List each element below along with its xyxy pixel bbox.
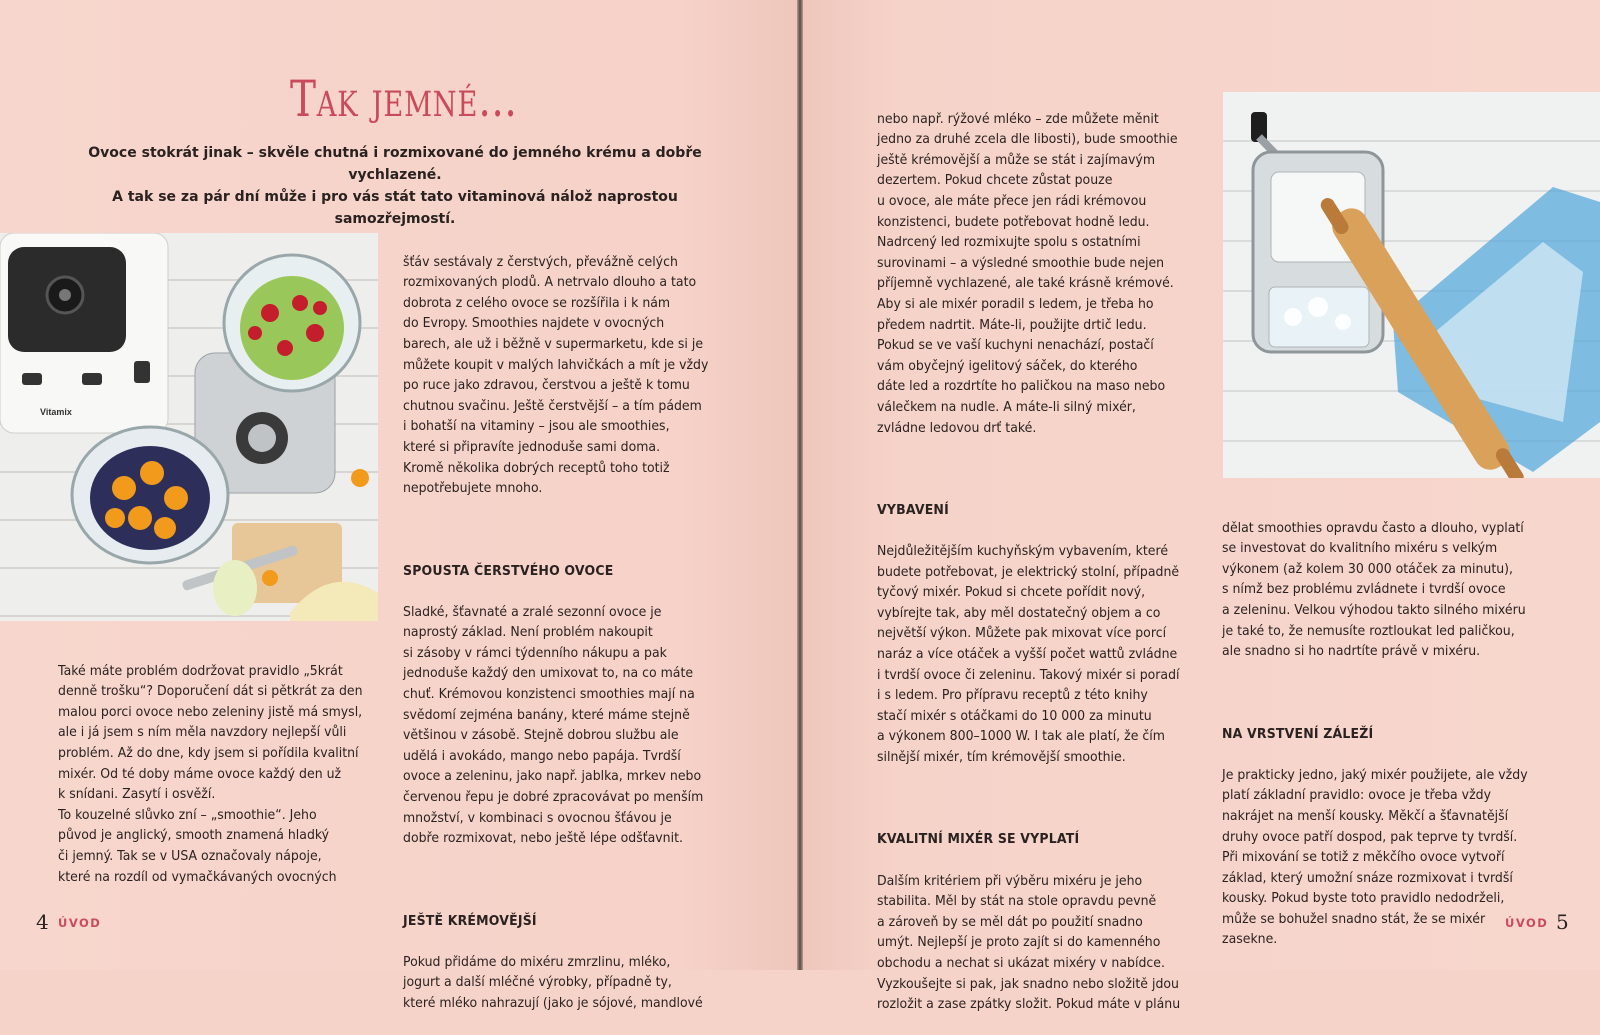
col3-paragraph-3: Dalším kritériem při výběru mixéru je jeho stabilita. Měl by stát na stole opravdu pevně a zároveň by se měl dát po použití snadno umýt. Nejlepší je proto zajít si do kamenného obchodu a nechat si ukázat mixéry v nabídce. Vyzkoušejte si pak, jak snadno nebo složitě jdou rozložit a zase zpátky složit. Pokud máte v plánu	[877, 872, 1181, 1013]
heading-creamier: JEŠTĚ KRÉMOVĚJŠÍ	[403, 912, 537, 929]
page-number-left: 4	[36, 910, 49, 934]
text-column-3	[877, 88, 1188, 1035]
intro-line-1: Ovoce stokrát jinak – skvěle chutná i rozmixované do jemného krému a dobře vychlazené.	[88, 144, 702, 183]
section-label-right: ÚVOD	[1505, 916, 1549, 930]
col1-paragraph: Také máte problém dodržovat pravidlo „5krát denně trošku“? Doporučení dát si pětkrát za den malou porci ovoce nebo zeleniny jistě má smysl, ale i já jsem s ním měla navzdory nejlepší vůli problém. Až do dne, kdy jsem si pořídila kvalitní mixér. Od té doby máme ovoce každý den už k snídani. Zasytí i osvěží. To kouzelné slůvko zní – „smoothie“. Jeho původ je anglický, smooth znamená hladký či jemný. Tak se v USA označovaly nápoje, které na rozdíl od vymačkávaných ovocných	[58, 662, 363, 885]
col2-paragraph-2: Sladké, šťavnaté a zralé sezonní ovoce je naprostý základ. Není problém nakoupit si zásoby v rámci týdenního nákupu a pak jednoduše každý den umixovat to, na co máte chuť. Krémovou konzistenci smoothies mají na svědomí zejména banány, které máme stejně většinou v zásobě. Stejně dobrou službu ale udělá i avokádo, mango nebo papája. Tvrdší ovoce a zeleninu, jako např. jablka, mrkev nebo červenou řepu je dobré zpracovávat po menším množství, v kombinaci s ovocnou šťávou je dobře rozmixovat, nebo ještě lépe odšťavnit.	[403, 603, 704, 847]
page-number-right: 5	[1556, 910, 1569, 934]
col3-paragraph-1: nebo např. rýžové mléko – zde můžete měnit jedno za druhé zcela dle libosti), bude smoothie ještě krémovější a může se stát i zajímavým dezertem. Pokud chcete zůstat pouze u ovoce, ale máte přece jen rádi krémovou konzistenci, budete potřebovat hodně ledu. Nadrcený led rozmixujte spolu s ostatními surovinami – a výsledné smoothie bude nejen příjemně vychlazené, ale také krásně krémové. Aby si ale mixér poradil s ledem, je třeba ho předem nadrtit. Máte-li, použijte drtič ledu. Pokud se ve vaší kuchyni nenachází, postačí vám obyčejný igelitový sáček, do kterého dáte led a rozdrtíte ho paličkou na maso nebo válečkem na nudle. A máte-li silný mixér, zvládne ledovou drť také.	[877, 110, 1178, 436]
page-title: Tak jemné…	[290, 70, 518, 128]
heading-layering: NA VRSTVENÍ ZÁLEŽÍ	[1222, 725, 1374, 742]
col4-paragraph-1: dělat smoothies opravdu často a dlouho, vyplatí se investovat do kvalitního mixéru s velkým výkonem (až kolem 30 000 otáček za minutu), s nímž bez problému zvládnete i tvrdší ovoce a zeleninu. Velkou výhodou takto silného mixéru je také to, že nemusíte roztloukat led paličkou, ale snadno si ho nadrtíte právě v mixéru.	[1222, 519, 1526, 660]
heading-quality-mixer: KVALITNÍ MIXÉR SE VYPLATÍ	[877, 831, 1080, 848]
text-column-1	[58, 640, 371, 908]
text-column-2	[403, 231, 716, 1034]
col4-paragraph-2: Je prakticky jedno, jaký mixér použijete, ale vždy platí základní pravidlo: ovoce je třeba vždy nakrájet na menší kousky. Měkčí a šťavnatější druhy ovoce patří dospod, pak teprve ty tvrdší. Při mixování se totiž z měkčího ovoce vytvoří základ, který umožní snáze rozmixovat i tvrdší kousky. Pokud byste toto pravidlo nedodrželi, může se bohužel snadno stát, že se mixér zasekne.	[1222, 766, 1528, 948]
section-label-left: ÚVOD	[58, 916, 102, 930]
col2-paragraph-1: šťáv sestávaly z čerstvých, převážně celých rozmixovaných plodů. A netrvalo dlouho a tato dobrota z celého ovoce se rozšířila i k nám do Evropy. Smoothies najdete v ovocných barech, ale už i běžně v supermarketu, kde si je můžete koupit v malých lahvičkách a mít je vždy po ruce jako zdravou, čerstvou a ještě k tomu chutnou svačinu. Ještě čerstvější – a tím pádem i bohatší na vitaminy – jsou ale smoothies, které si připravíte jednoduše sami doma. Kromě několika dobrých receptů toho totiž nepotřebujete mnoho.	[403, 253, 709, 497]
intro-line-2: A tak se za pár dní může i pro vás stát tato vitaminová nálož naprostou samozřejmostí.	[112, 188, 678, 227]
heading-equipment: VYBAVENÍ	[877, 501, 949, 518]
heading-fresh-fruit: SPOUSTA ČERSTVÉHO OVOCE	[403, 562, 614, 579]
col2-paragraph-3: Pokud přidáme do mixéru zmrzlinu, mléko, jogurt a další mléčné výrobky, případně ty, které mléko nahrazují (jako je sójové, mandlové	[403, 953, 703, 1011]
photo-blenders-fruit	[0, 233, 378, 621]
text-column-4	[1222, 497, 1544, 971]
photo-ice-crusher	[1223, 92, 1600, 478]
ice-crusher-illustration	[1223, 92, 1600, 478]
intro-paragraph	[54, 142, 736, 230]
col3-paragraph-2: Nejdůležitějším kuchyňským vybavením, které budete potřebovat, je elektrický stolní, případně tyčový mixér. Pokud si chcete pořídit nový, vybírejte tak, aby měl dostatečný objem a co největší výkon. Můžete pak mixovat více porcí naráz a více otáček a vyšší počet wattů zvládne i tvrdší ovoce či zeleninu. Takový mixér si poradí i s ledem. Pro přípravu receptů z této knihy stačí mixér s otáčkami do 10 000 za minutu a výkonem 800–1000 W. I tak ale platí, že čím silnější mixér, tím krémovější smoothie.	[877, 543, 1180, 765]
blenders-fruit-illustration	[0, 233, 378, 621]
blender-brand-text: Vitamix	[40, 407, 72, 417]
